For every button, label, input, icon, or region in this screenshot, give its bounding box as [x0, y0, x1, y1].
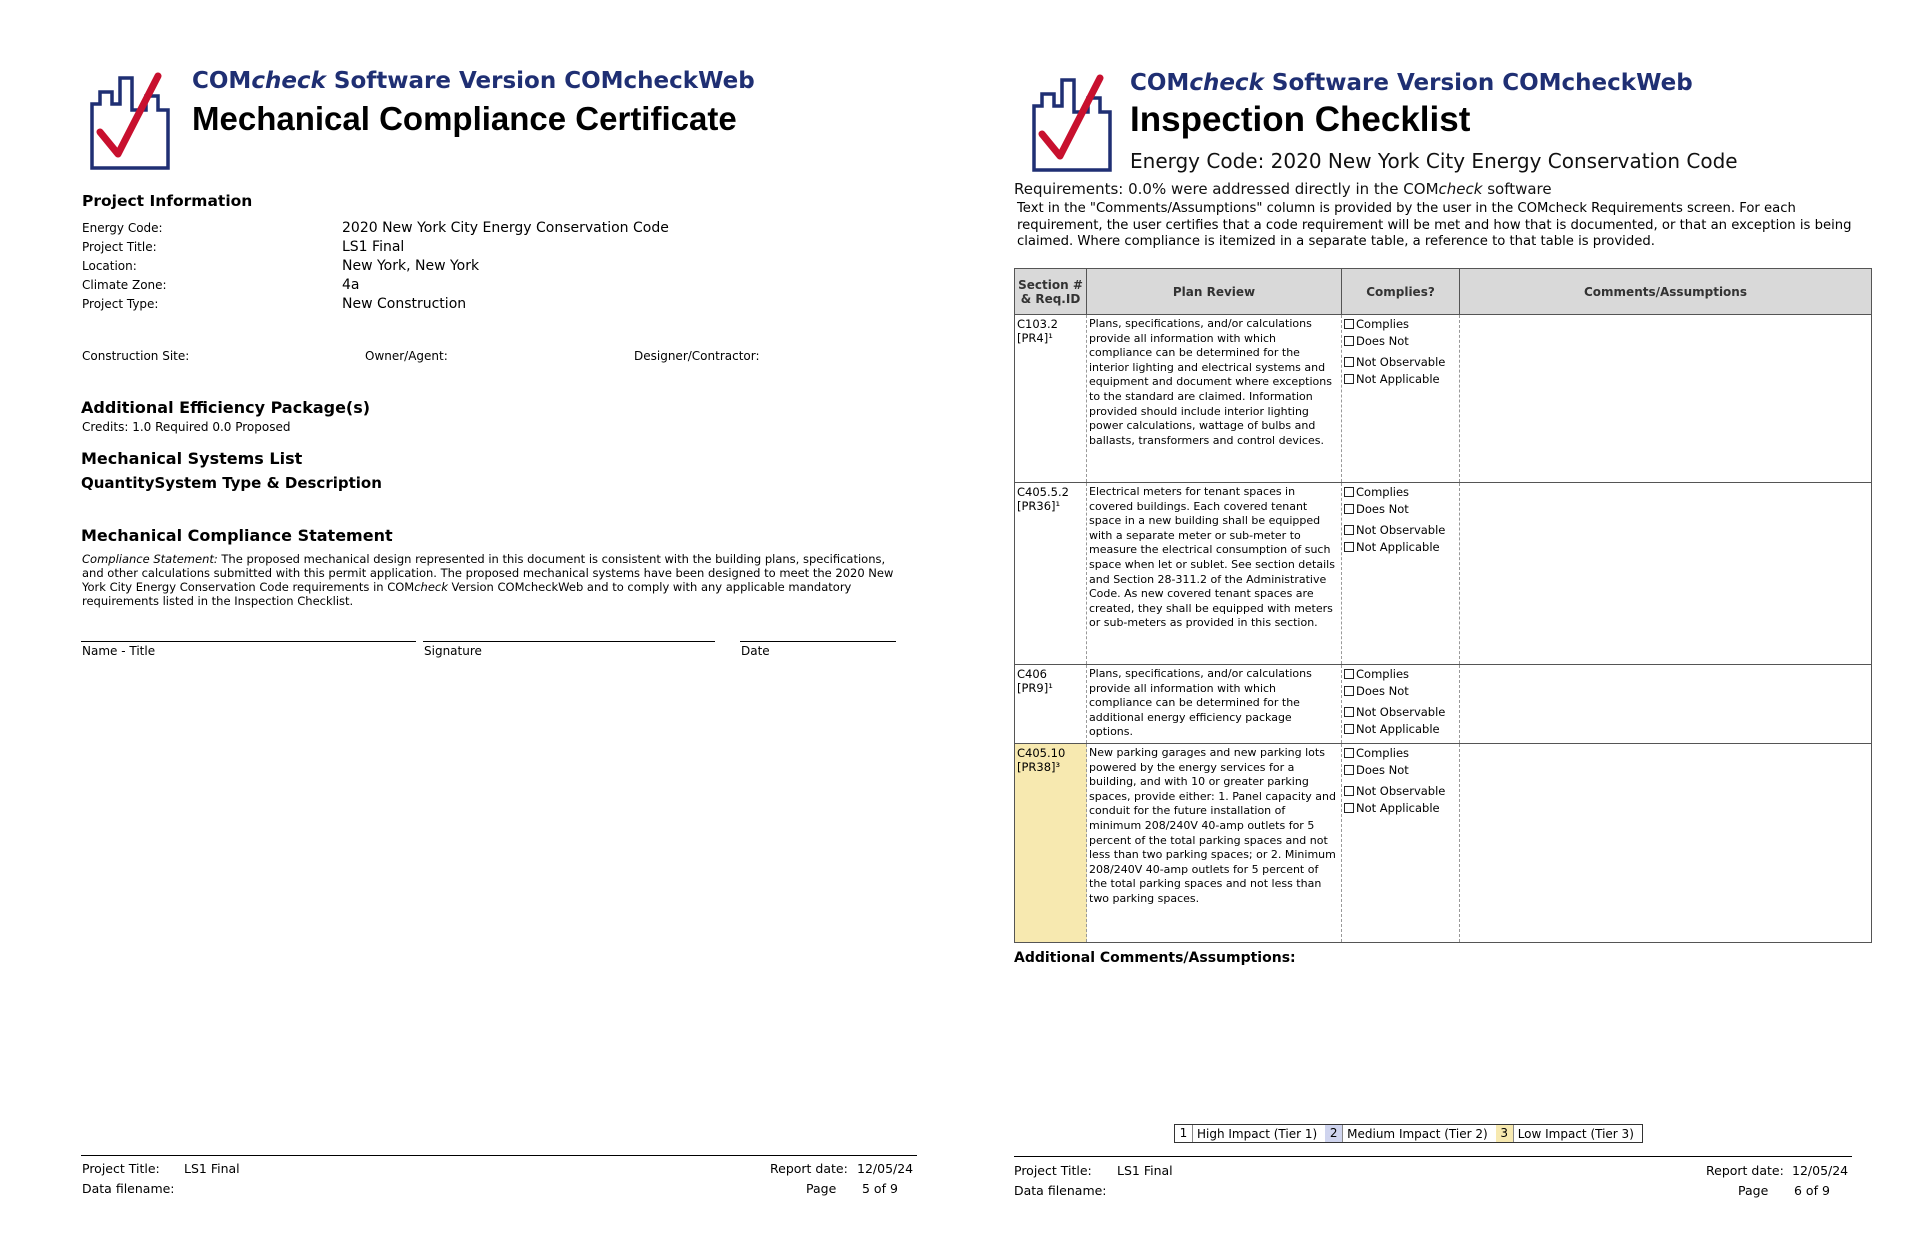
- info-label: Energy Code:: [82, 221, 163, 235]
- systems-list-heading: Mechanical Systems List: [81, 449, 303, 468]
- footer-data-filename-label: Data filename:: [1014, 1183, 1107, 1198]
- comments-cell[interactable]: [1460, 315, 1872, 483]
- checkbox-icon: [1344, 803, 1354, 813]
- not-observable-checkbox[interactable]: Not Observable: [1344, 523, 1457, 537]
- checkbox-icon: [1344, 319, 1354, 329]
- column-header-complies: Complies?: [1342, 269, 1460, 315]
- footer-data-filename-label: Data filename:: [82, 1181, 175, 1196]
- impact-legend: [1174, 1124, 1643, 1143]
- plan-review-text: Plans, specifications, and/or calculations provide all information with which compliance can be determined for the interior lighting and electrical systems and equipment and document where exceptions to the standard are claimed. Information provided should include interior lighting power calculations, wattage of bulbs and ballasts, transformers and control devices.: [1087, 315, 1342, 483]
- info-label: Location:: [82, 259, 137, 273]
- footer-page-number: 6 of 9: [1794, 1183, 1830, 1198]
- name-title-line: [81, 641, 416, 642]
- owner-agent-label: Owner/Agent:: [365, 349, 448, 363]
- date-line: [740, 641, 896, 642]
- table-row: [1015, 744, 1872, 943]
- efficiency-credits: Credits: 1.0 Required 0.0 Proposed: [82, 420, 291, 434]
- info-value: LS1 Final: [342, 239, 405, 255]
- inspection-checklist-table: [1014, 268, 1872, 943]
- checkbox-icon: [1344, 786, 1354, 796]
- footer-project-title-label: Project Title:: [82, 1161, 160, 1176]
- comments-cell[interactable]: [1460, 744, 1872, 943]
- additional-comments-label: Additional Comments/Assumptions:: [1014, 950, 1296, 966]
- designer-contractor-label: Designer/Contractor:: [634, 349, 760, 363]
- checkbox-icon: [1344, 357, 1354, 367]
- footer-rule: [1014, 1156, 1852, 1157]
- project-info-heading: Project Information: [82, 192, 253, 210]
- checkbox-icon: [1344, 765, 1354, 775]
- not-applicable-checkbox[interactable]: Not Applicable: [1344, 372, 1457, 386]
- does-not-checkbox[interactable]: Does Not: [1344, 334, 1457, 348]
- requirements-percent: Requirements: 0.0% were addressed directly in the COMcheck software: [1014, 180, 1552, 198]
- does-not-checkbox[interactable]: Does Not: [1344, 763, 1457, 777]
- checkbox-icon: [1344, 374, 1354, 384]
- energy-code-line: Energy Code: 2020 New York City Energy Conservation Code: [1130, 149, 1738, 173]
- plan-review-text: Plans, specifications, and/or calculations provide all information with which compliance can be determined for the additional energy efficiency package options.: [1087, 665, 1342, 744]
- section-id: C103.2 [PR4]¹: [1015, 315, 1087, 483]
- compliance-statement: Compliance Statement: The proposed mechanical design represented in this document is consistent with the building plans, specifications, and other calculations submitted with this permit application. The proposed mechanical systems have been designed to meet the 2020 New York City Energy Conservation Code requirements in COMcheck Version COMcheckWeb and to comply with any applicable mandatory requirements listed in the Inspection Checklist.: [82, 552, 894, 608]
- not-observable-checkbox[interactable]: Not Observable: [1344, 784, 1457, 798]
- inspection-checklist-page: [960, 0, 1920, 1242]
- checkbox-icon: [1344, 525, 1354, 535]
- footer-project-title: LS1 Final: [1117, 1163, 1173, 1178]
- checkbox-icon: [1344, 748, 1354, 758]
- comments-cell[interactable]: [1460, 483, 1872, 665]
- name-title-label: Name - Title: [82, 644, 156, 658]
- comments-cell[interactable]: [1460, 665, 1872, 744]
- footer-project-title-label: Project Title:: [1014, 1163, 1092, 1178]
- complies-options: [1342, 315, 1460, 483]
- info-value: 2020 New York City Energy Conservation Code: [342, 220, 669, 236]
- info-label: Climate Zone:: [82, 278, 167, 292]
- does-not-checkbox[interactable]: Does Not: [1344, 684, 1457, 698]
- table-row: [1015, 665, 1872, 744]
- comcheck-logo-icon: [88, 70, 172, 170]
- table-row: [1015, 315, 1872, 483]
- footer-page-label: Page: [806, 1181, 837, 1196]
- column-header-plan-review: Plan Review: [1087, 269, 1342, 315]
- plan-review-text: Electrical meters for tenant spaces in covered buildings. Each covered tenant space in a new building shall be equipped with a separate meter or sub-meter to measure the electrical consumption of such space when let or sublet. See section details and Section 28-311.2 of the Administrative Code. As new covered tenant spaces are created, they shall be equipped with meters or sub-meters as provided in this section.: [1087, 483, 1342, 665]
- plan-review-text: New parking garages and new parking lots powered by the energy services for a building, and with 10 or greater parking spaces, provide either: 1. Panel capacity and conduit for the future installation of minimum 208/240V 40-amp outlets for 5 percent of the total parking spaces and not less than two parking spaces; or 2. Minimum 208/240V 40-amp outlets for 5 percent of the total parking spaces and not less than two parking spaces.: [1087, 744, 1342, 943]
- checkbox-icon: [1344, 686, 1354, 696]
- complies-checkbox[interactable]: Complies: [1344, 667, 1457, 681]
- not-applicable-checkbox[interactable]: Not Applicable: [1344, 801, 1457, 815]
- not-observable-checkbox[interactable]: Not Observable: [1344, 705, 1457, 719]
- footer-page-number: 5 of 9: [862, 1181, 898, 1196]
- page-title: Mechanical Compliance Certificate: [192, 100, 737, 137]
- software-version: COMcheck Software Version COMcheckWeb: [1130, 70, 1693, 96]
- column-header-section: Section # & Req.ID: [1015, 269, 1087, 315]
- page-title: Inspection Checklist: [1130, 100, 1471, 139]
- checkbox-icon: [1344, 669, 1354, 679]
- not-applicable-checkbox[interactable]: Not Applicable: [1344, 540, 1457, 554]
- intro-text: Text in the "Comments/Assumptions" column is provided by the user in the COMcheck Requirements screen. For each requirement, the user certifies that a code requirement will be met and how that is documented, or that an exception is being claimed. Where compliance is itemized in a separate table, a reference to that table is provided.: [1017, 201, 1852, 249]
- info-value: New Construction: [342, 296, 467, 312]
- legend-tier1: 1 High Impact (Tier 1): [1175, 1125, 1325, 1142]
- legend-tier3: 3 Low Impact (Tier 3): [1496, 1125, 1642, 1142]
- checkbox-icon: [1344, 542, 1354, 552]
- section-id: C405.10 [PR38]³: [1015, 744, 1087, 943]
- construction-site-label: Construction Site:: [82, 349, 190, 363]
- software-version: COMcheck Software Version COMcheckWeb: [192, 68, 755, 94]
- info-label: Project Type:: [82, 297, 159, 311]
- complies-options: [1342, 665, 1460, 744]
- checkbox-icon: [1344, 487, 1354, 497]
- signature-label: Signature: [424, 644, 482, 658]
- table-row: [1015, 483, 1872, 665]
- footer-report-date: 12/05/24: [857, 1161, 914, 1176]
- footer-rule: [81, 1155, 917, 1156]
- info-value: 4a: [342, 277, 360, 293]
- complies-options: [1342, 483, 1460, 665]
- footer-report-date-label: Report date:: [770, 1161, 848, 1176]
- checkbox-icon: [1344, 336, 1354, 346]
- complies-checkbox[interactable]: Complies: [1344, 746, 1457, 760]
- not-observable-checkbox[interactable]: Not Observable: [1344, 355, 1457, 369]
- systems-list-columns: QuantitySystem Type & Description: [81, 474, 382, 492]
- footer-report-date-label: Report date:: [1706, 1163, 1784, 1178]
- checkbox-icon: [1344, 724, 1354, 734]
- column-header-comments: Comments/Assumptions: [1460, 269, 1872, 315]
- footer-project-title: LS1 Final: [184, 1161, 240, 1176]
- footer-report-date: 12/05/24: [1792, 1163, 1849, 1178]
- signature-line: [423, 641, 715, 642]
- complies-options: [1342, 744, 1460, 943]
- efficiency-heading: Additional Efficiency Package(s): [81, 398, 371, 417]
- complies-checkbox[interactable]: Complies: [1344, 317, 1457, 331]
- date-label: Date: [741, 644, 770, 658]
- section-id: C405.5.2 [PR36]¹: [1015, 483, 1087, 665]
- does-not-checkbox[interactable]: Does Not: [1344, 502, 1457, 516]
- complies-checkbox[interactable]: Complies: [1344, 485, 1457, 499]
- footer-page-label: Page: [1738, 1183, 1769, 1198]
- info-label: Project Title:: [82, 240, 157, 254]
- checkbox-icon: [1344, 504, 1354, 514]
- comcheck-logo-icon: [1030, 72, 1114, 172]
- statement-heading: Mechanical Compliance Statement: [81, 526, 393, 545]
- not-applicable-checkbox[interactable]: Not Applicable: [1344, 722, 1457, 736]
- section-id: C406 [PR9]¹: [1015, 665, 1087, 744]
- checkbox-icon: [1344, 707, 1354, 717]
- info-value: New York, New York: [342, 258, 480, 274]
- legend-tier2: 2 Medium Impact (Tier 2): [1325, 1125, 1496, 1142]
